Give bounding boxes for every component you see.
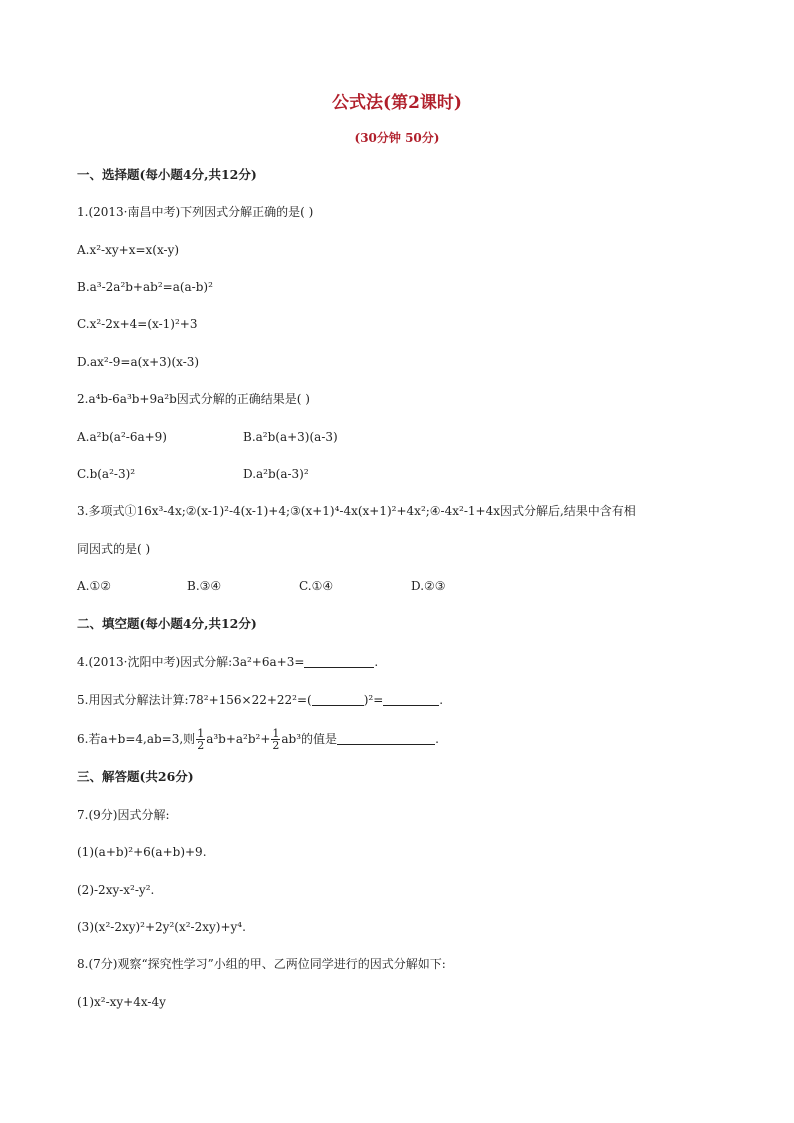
question-5-end: . [439,693,444,707]
question-3-option-c: C.①④ [299,579,334,593]
question-2-stem: 2.a⁴b-6a³b+9a²b因式分解的正确结果是( ) [77,392,310,406]
question-4-end: . [374,655,379,669]
question-2-option-d: D.a²b(a-3)² [243,467,309,481]
question-7-part-1: (1)(a+b)²+6(a+b)+9. [77,845,207,859]
answer-blank-5b[interactable] [383,693,439,706]
question-6-text: 6.若a+b=4,ab=3,则 [77,732,196,746]
fraction-denominator: 2 [197,739,205,752]
question-5-mid: )²= [363,693,384,707]
section-heading-choice: 一、选择题(每小题4分,共12分) [77,167,257,182]
fraction-one-half-2 [271,728,280,751]
question-4 [77,654,378,670]
question-6-mid2: ab³的值是 [281,732,338,746]
page-title: 公式法(第2课时) [332,93,462,113]
question-2-option-b: B.a²b(a+3)(a-3) [243,430,338,444]
question-2-option-a: A.a²b(a²-6a+9) [77,430,167,444]
question-7-stem: 7.(9分)因式分解: [77,808,170,822]
question-5 [77,692,443,708]
question-1-option-b: B.a³-2a²b+ab²=a(a-b)² [77,280,213,294]
question-7-part-2: (2)-2xy-x²-y². [77,883,155,897]
fraction-numerator-2: 1 [272,727,280,740]
section-heading-fill: 二、填空题(每小题4分,共12分) [77,616,257,631]
question-6 [77,726,439,752]
question-8-part-1: (1)x²-xy+4x-4y [77,995,166,1009]
fraction-numerator: 1 [197,727,205,740]
question-3-option-d: D.②③ [411,579,446,593]
answer-blank-4[interactable] [304,655,374,668]
question-7-part-3: (3)(x²-2xy)²+2y²(x²-2xy)+y⁴. [77,920,246,934]
question-3-option-b: B.③④ [187,579,222,593]
question-2-option-c: C.b(a²-3)² [77,467,136,481]
question-1-option-c: C.x²-2x+4=(x-1)²+3 [77,317,198,331]
question-1-option-d: D.ax²-9=a(x+3)(x-3) [77,355,200,369]
question-8-stem: 8.(7分)观察“探究性学习”小组的甲、乙两位同学进行的因式分解如下: [77,957,446,971]
question-6-mid1: a³b+a²b²+ [206,732,271,746]
question-3-option-a: A.①② [77,579,111,593]
answer-blank-5a[interactable] [312,693,364,706]
question-6-end: . [435,732,439,746]
question-1-stem: 1.(2013·南昌中考)下列因式分解正确的是( ) [77,205,314,219]
question-1-option-a: A.x²-xy+x=x(x-y) [77,243,180,257]
fraction-one-half [196,728,205,751]
time-score-note: (30分钟 50分) [354,131,440,145]
question-3-stem-line1: 3.多项式①16x³-4x;②(x-1)²-4(x-1)+4;③(x+1)⁴-4x(x+1)²+4x²;④-4x²-1+4x因式分解后,结果中含有相 [77,504,636,518]
section-heading-solve: 三、解答题(共26分) [77,769,194,784]
answer-blank-6[interactable] [337,732,435,745]
question-4-text: 4.(2013·沈阳中考)因式分解:3a²+6a+3= [77,655,305,669]
fraction-denominator-2: 2 [272,739,280,752]
question-5-text: 5.用因式分解法计算:78²+156×22+22²=( [77,693,312,707]
question-3-stem-line2: 同因式的是( ) [77,542,151,556]
